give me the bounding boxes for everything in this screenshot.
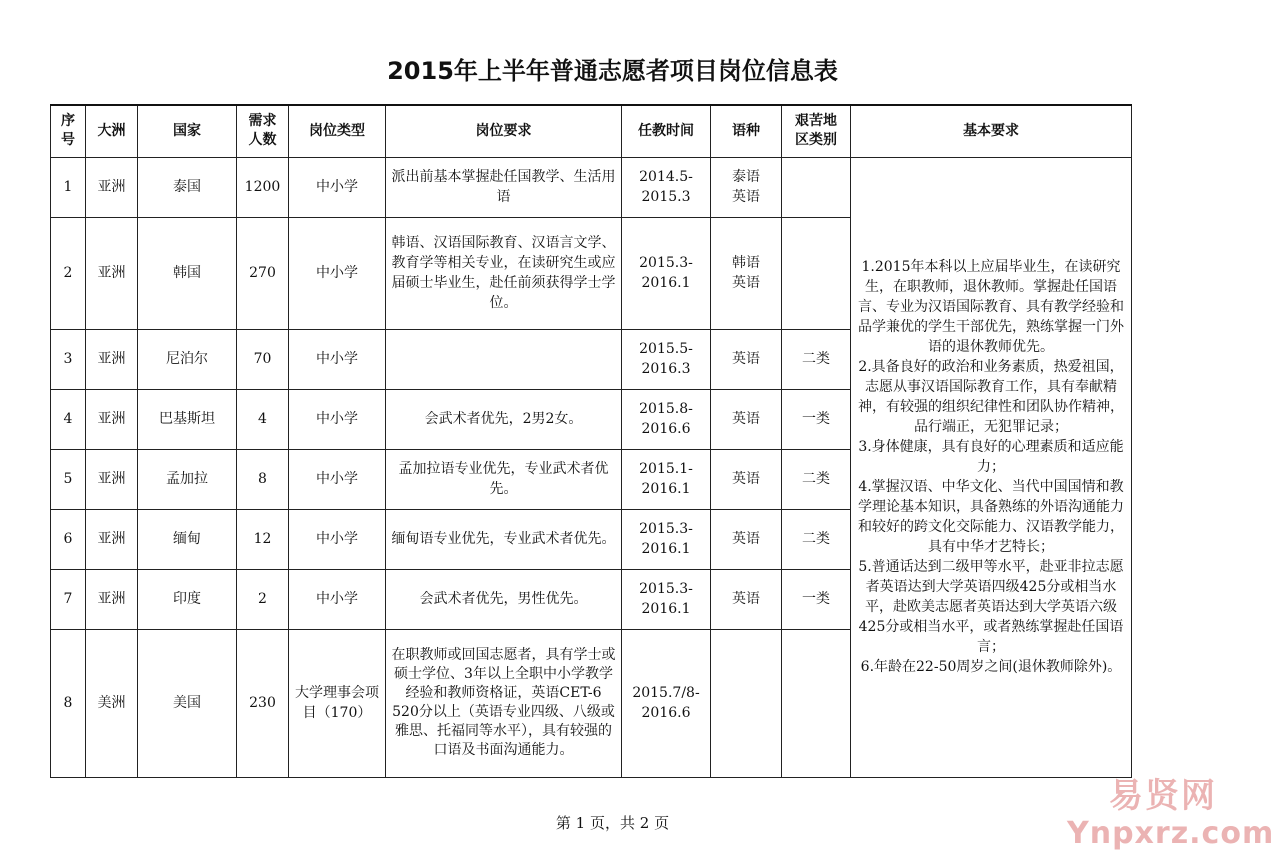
cell-requirement bbox=[386, 329, 622, 389]
cell-count: 270 bbox=[237, 217, 289, 329]
cell-hardship: 一类 bbox=[782, 389, 851, 449]
header-seq: 序号 bbox=[51, 105, 86, 157]
basic-item: 2.具备良好的政治和业务素质，热爱祖国，志愿从事汉语国际教育工作，具有奉献精神，有较强的组织纪律性和团队协作精神，品行端正，无犯罪记录； bbox=[858, 359, 1124, 435]
basic-item: 4.掌握汉语、中华文化、当代中国国情和教学理论基本知识，具备熟练的外语沟通能力和较好的跨文化交际能力、汉语教学能力，具有中华才艺特长； bbox=[858, 479, 1124, 555]
page-title: 2015年上半年普通志愿者项目岗位信息表 bbox=[387, 57, 838, 85]
basic-requirements-cell bbox=[851, 157, 1132, 777]
cell-requirement: 韩语、汉语国际教育、汉语言文学、教育学等相关专业，在读研究生或应届硕士毕业生，赴任前须获得学士学位。 bbox=[386, 217, 622, 329]
cell-count: 12 bbox=[237, 509, 289, 569]
cell-hardship bbox=[782, 629, 851, 777]
cell-period: 2015.7/8-2016.6 bbox=[622, 629, 711, 777]
basic-item: 5.普通话达到二级甲等水平，赴亚非拉志愿者英语达到大学英语四级425分或相当水平，赴欧美志愿者英语达到大学英语六级425分或相当水平，或者熟练掌握赴任国语言； bbox=[858, 559, 1124, 655]
cell-hardship: 一类 bbox=[782, 569, 851, 629]
cell-type: 中小学 bbox=[289, 329, 386, 389]
cell-language bbox=[711, 629, 782, 777]
cell-period: 2015.3-2016.1 bbox=[622, 509, 711, 569]
cell-seq: 7 bbox=[51, 569, 86, 629]
cell-seq: 3 bbox=[51, 329, 86, 389]
cell-period: 2015.5-2016.3 bbox=[622, 329, 711, 389]
cell-hardship: 二类 bbox=[782, 449, 851, 509]
cell-country: 巴基斯坦 bbox=[138, 389, 237, 449]
cell-language: 英语 bbox=[711, 389, 782, 449]
header-language: 语种 bbox=[711, 105, 782, 157]
cell-type: 中小学 bbox=[289, 157, 386, 217]
cell-type: 中小学 bbox=[289, 449, 386, 509]
cell-seq: 2 bbox=[51, 217, 86, 329]
cell-country: 尼泊尔 bbox=[138, 329, 237, 389]
cell-count: 230 bbox=[237, 629, 289, 777]
cell-hardship: 二类 bbox=[782, 329, 851, 389]
basic-item: 1.2015年本科以上应届毕业生，在读研究生，在职教师，退休教师。掌握赴任国语言、专业为汉语国际教育、具有教学经验和品学兼优的学生干部优先，熟练掌握一门外语的退休教师优先。 bbox=[858, 259, 1124, 355]
watermark-line2: Ynpxrz.com bbox=[1067, 816, 1274, 851]
cell-type: 中小学 bbox=[289, 217, 386, 329]
cell-seq: 5 bbox=[51, 449, 86, 509]
cell-period: 2015.3-2016.1 bbox=[622, 569, 711, 629]
header-hardship: 艰苦地区类别 bbox=[782, 105, 851, 157]
cell-count: 70 bbox=[237, 329, 289, 389]
cell-continent: 亚洲 bbox=[86, 509, 138, 569]
cell-count: 4 bbox=[237, 389, 289, 449]
cell-language: 英语 bbox=[711, 449, 782, 509]
page-footer: 第 1 页，共 2 页 bbox=[555, 814, 670, 832]
cell-period: 2015.3-2016.1 bbox=[622, 217, 711, 329]
cell-continent: 亚洲 bbox=[86, 389, 138, 449]
cell-requirement: 派出前基本掌握赴任国教学、生活用语 bbox=[386, 157, 622, 217]
cell-period: 2015.1-2016.1 bbox=[622, 449, 711, 509]
cell-type: 大学理事会项目（170） bbox=[289, 629, 386, 777]
cell-count: 8 bbox=[237, 449, 289, 509]
cell-requirement: 会武术者优先，男性优先。 bbox=[386, 569, 622, 629]
cell-seq: 6 bbox=[51, 509, 86, 569]
cell-language: 英语 bbox=[711, 329, 782, 389]
cell-country: 美国 bbox=[138, 629, 237, 777]
cell-requirement: 在职教师或回国志愿者，具有学士或硕士学位、3年以上全职中小学教学经验和教师资格证，英语CET-6 520分以上（英语专业四级、八级或雅思、托福同等水平），具有较强的口语及书面沟通能力。 bbox=[386, 629, 622, 777]
cell-continent: 亚洲 bbox=[86, 157, 138, 217]
cell-continent: 亚洲 bbox=[86, 217, 138, 329]
cell-type: 中小学 bbox=[289, 389, 386, 449]
header-count: 需求人数 bbox=[237, 105, 289, 157]
cell-country: 韩国 bbox=[138, 217, 237, 329]
cell-seq: 4 bbox=[51, 389, 86, 449]
cell-country: 缅甸 bbox=[138, 509, 237, 569]
cell-hardship bbox=[782, 217, 851, 329]
basic-item: 3.身体健康，具有良好的心理素质和适应能力； bbox=[858, 439, 1124, 475]
cell-count: 1200 bbox=[237, 157, 289, 217]
cell-requirement: 孟加拉语专业优先，专业武术者优先。 bbox=[386, 449, 622, 509]
cell-hardship bbox=[782, 157, 851, 217]
cell-seq: 1 bbox=[51, 157, 86, 217]
cell-seq: 8 bbox=[51, 629, 86, 777]
cell-language: 英语 bbox=[711, 509, 782, 569]
header-basic: 基本要求 bbox=[851, 105, 1132, 157]
cell-requirement: 缅甸语专业优先，专业武术者优先。 bbox=[386, 509, 622, 569]
table-header-row bbox=[51, 105, 1132, 157]
cell-language: 英语 bbox=[711, 569, 782, 629]
cell-period: 2015.8-2016.6 bbox=[622, 389, 711, 449]
cell-continent: 亚洲 bbox=[86, 329, 138, 389]
cell-country: 泰国 bbox=[138, 157, 237, 217]
cell-hardship: 二类 bbox=[782, 509, 851, 569]
cell-language: 泰语英语 bbox=[711, 157, 782, 217]
positions-table bbox=[50, 104, 1132, 778]
cell-continent: 亚洲 bbox=[86, 449, 138, 509]
table-row bbox=[51, 157, 1132, 217]
cell-type: 中小学 bbox=[289, 509, 386, 569]
header-continent: 大洲 bbox=[86, 105, 138, 157]
basic-item: 6.年龄在22-50周岁之间(退休教师除外)。 bbox=[860, 659, 1122, 675]
cell-continent: 亚洲 bbox=[86, 569, 138, 629]
header-country: 国家 bbox=[138, 105, 237, 157]
header-requirement: 岗位要求 bbox=[386, 105, 622, 157]
watermark-line1: 易贤网 bbox=[1109, 776, 1217, 816]
cell-type: 中小学 bbox=[289, 569, 386, 629]
cell-language: 韩语英语 bbox=[711, 217, 782, 329]
header-type: 岗位类型 bbox=[289, 105, 386, 157]
cell-country: 印度 bbox=[138, 569, 237, 629]
cell-continent: 美洲 bbox=[86, 629, 138, 777]
cell-country: 孟加拉 bbox=[138, 449, 237, 509]
cell-period: 2014.5-2015.3 bbox=[622, 157, 711, 217]
watermark-logo bbox=[1067, 776, 1274, 858]
cell-count: 2 bbox=[237, 569, 289, 629]
cell-requirement: 会武术者优先，2男2女。 bbox=[386, 389, 622, 449]
header-period: 任教时间 bbox=[622, 105, 711, 157]
